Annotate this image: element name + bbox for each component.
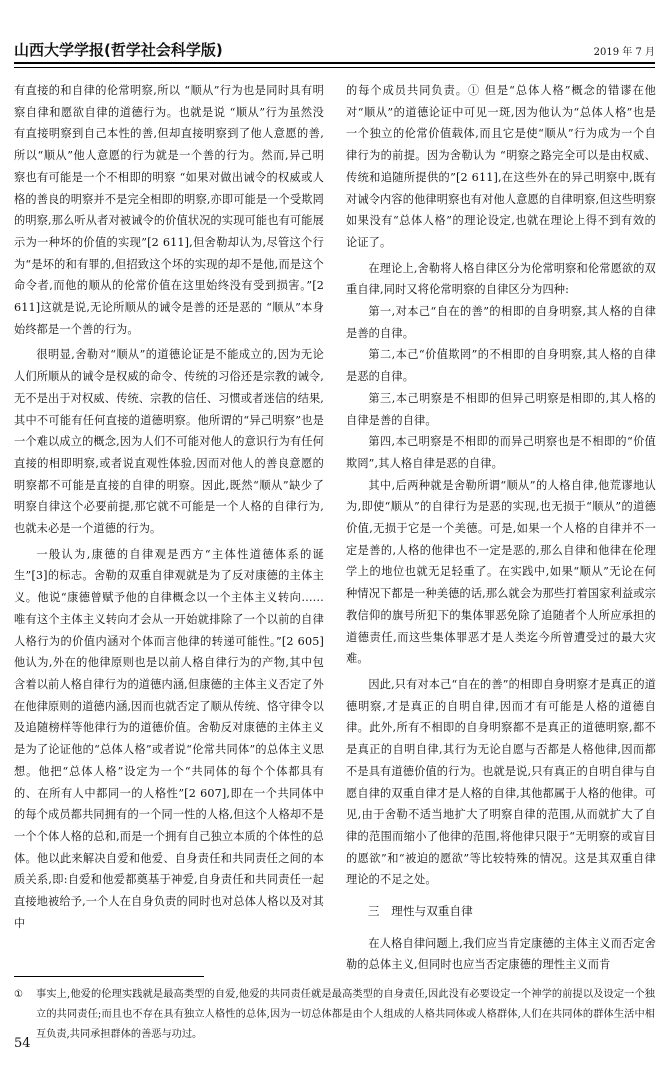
body-paragraph: 第一,对本己“自在的善”的相即的自身明察,其人格的自律是善的自律。: [346, 305, 656, 340]
body-paragraph: 第二,本己“价值欺罔”的不相即的自身明察,其人格的自律是恶的自律。: [346, 348, 656, 384]
body-paragraph: 的每个成员共同负责。① 但是“总体人格”概念的错谬在他对“顺从”的道德论证中可见一斑,因为他认为“总体人格”也是一个独立的伦常价值载体,而且它是使“顺从”行为成为一个自律行为的前提。因为舍勒认为 “明察之路完全可以是由权威、传统和追随所提供的”[2 611],在这些外在的异己明察中,既有对诫令内容的他律明察也有对他人意愿的自律明察,但这些明察如果没有“总体人格”的理论设定,也就在理论上得不到有效的论证了。: [346, 84, 656, 249]
body-paragraph: 在理论上,舍勒将人格自律区分为伦常明察和伦常愿欲的双重自律,同时又将伦常明察的自律区分为四种:: [346, 261, 656, 297]
footnote-divider: [14, 976, 204, 977]
left-column: [14, 80, 324, 934]
page-number: 54: [14, 1036, 31, 1051]
body-paragraph: 很明显,舍勒对“顺从”的道德论证是不能成立的,因为无论人们所顺从的诫令是权威的命令、传统的习俗还是宗教的诫令,无不是出于对权威、传统、宗教的信任、习惯或者迷信的结果,其中不可能有任何直接的道德明察。他所谓的“异己明察”也是一个难以成立的概念,因为人们不可能对他人的意识行为有任何直接的相即明察,或者说直观性体验,因而对他人的善良意愿的明察都不可能是直接的自律的明察。因此,既然“顺从”缺少了明察自律这个必要前提,那它就不可能是一个人格的自律行为,也就未必是一个道德的行为。: [14, 348, 324, 536]
footnote: [14, 985, 655, 1045]
journal-title: 山西大学学报(哲学社会科学版): [14, 41, 223, 59]
body-paragraph: 其中,后两种就是舍勒所谓“顺从”的人格自律,他荒谬地认为,即使“顺从”的自律行为是恶的实现,也无损于“顺从”的道德价值,无损于它是一个美德。可是,如果一个人格的自律并不一定是善的,人格的他律也不一定是恶的,那么自律和他律在伦理学上的地位也就无足轻重了。在实践中,如果“顺从”无论在何种情况下都是一种美德的话,那么就会为那些打着国家利益或宗教信仰的旗号所犯下的集体罪恶免除了追随者个人所应承担的道德责任,而这些集体罪恶才是人类迄今所曾遭受过的最大灾难。: [346, 478, 656, 666]
section-heading: 三 理性与双重自律: [368, 904, 473, 919]
right-column: [346, 80, 656, 976]
body-paragraph: 一般认为,康德的自律观是西方“主体性道德体系的诞生”[3]的标志。舍勒的双重自律观就是为了反对康德的主体主义。他说“康德曾赋予他的自律概念以一个主体主义转向……唯有这个主体主义转向才会从一开始就排除了一个以前的自律人格行为的价值内涵对个体而言他律的转递可能性。”[2 605]他认为,外在的他律原则也是以前人格自律行为的产物,其中包含着以前人格自律行为的道德内涵,但康德的主体主义否定了外在他律原则的道德内涵,因而也就否定了顺从传统、恪守律令以及追随榜样等他律行为的道德价值。舍勒反对康德的主体主义是为了论证他的“总体人格”或者说“伦常共同体”的总体主义思想。他把“总体人格”设定为一个“共同体的每个个体都具有的、在所有人中都同一的人格性”[2 607],即在一个共同体中的每个成员都共同拥有的一个同一性的人格,但这个人格却不是一个个体人格的总和,而是一个拥有自己独立本质的个体性的总体。他以此来解决自爱和他爱、自身责任和共同责任之间的本质关系,即:自爱和他爱都奠基于神爱,自身责任和共同责任一起直接地被给予,一个人在自身负责的同时也对总体人格以及对其中: [14, 547, 324, 930]
body-paragraph: 第四,本己明察是不相即的而异己明察也是不相即的“价值欺罔”,其人格自律是恶的自律。: [346, 435, 656, 470]
footnote-text: 事实上,他爱的伦理实践就是最高类型的自爱,他爱的共同责任就是最高类型的自身责任,因此没有必要设定一个神学的前提以及设定一个独立的共同责任;而且也不存在具有独立人格性的总体,因为一切总体都是由个人组成的人格共同体或人格群体,人们在共同体的群体生活中相互负责,共同承担群体的善恶与功过。: [36, 989, 655, 1040]
issue-date: 2019 年 7 月: [593, 47, 655, 58]
body-paragraph: 有直接的和自律的伦常明察,所以 “顺从”行为也是同时具有明察自律和愿欲自律的道德行为。也就是说 “顺从”行为虽然没有直接明察到自己本性的善,但却直接明察到了他人意愿的善,所以“顺从”他人意愿的行为就是一个善的行为。然而,异己明察也有可能是一个不相即的明察 “如果对做出诫令的权威或人格的善良的明察并不是完全相即的明察,亦即可能是一个受欺罔的明察,那么听从者对被诫令的价值状况的实现可能也有可能展示为一种坏的价值的实现”[2 611],但舍勒却认为,尽管这个行为“是坏的和有罪的,但招致这个坏的实现的却不是他,而是这个命令者,而他的顺从的伦常价值在这里始终没有受到损害。”[2 611]这就是说,无论所顺从的诫令是善的还是恶的 “顺从”本身始终都是一个善的行为。: [14, 84, 324, 336]
body-paragraph: 在人格自律问题上,我们应当肯定康德的主体主义而否定舍勒的总体主义,但同时也应当否定康德的理性主义而肯: [346, 936, 656, 972]
body-paragraph: 第三,本己明察是不相即的但异己明察是相即的,其人格的自律是善的自律。: [346, 391, 656, 427]
header-rule-thin: [14, 67, 655, 68]
body-paragraph: 因此,只有对本己“自在的善”的相即自身明察才是真正的道德明察,才是真正的自明自律,因而才有可能是人格的道德自律。此外,所有不相即的自身明察都不是真正的道德明察,都不是真正的自明自律,其行为无论自愿与否都是人格他律,因而都不是具有道德价值的行为。也就是说,只有真正的自明自律与自愿自律的双重自律才是人格的自律,其他都属于人格的他律。可见,由于舍勒不适当地扩大了明察自律的范围,从而就扩大了自律的范围而缩小了他律的范围,将他律只限于“无明察的或盲目的愿欲”和“被迫的愿欲”等比较特殊的情况。这是其双重自律理论的不足之处。: [346, 677, 656, 887]
header-rule-thick: [14, 62, 655, 64]
footnote-marker: ①: [14, 989, 24, 1000]
running-header: [14, 36, 655, 64]
